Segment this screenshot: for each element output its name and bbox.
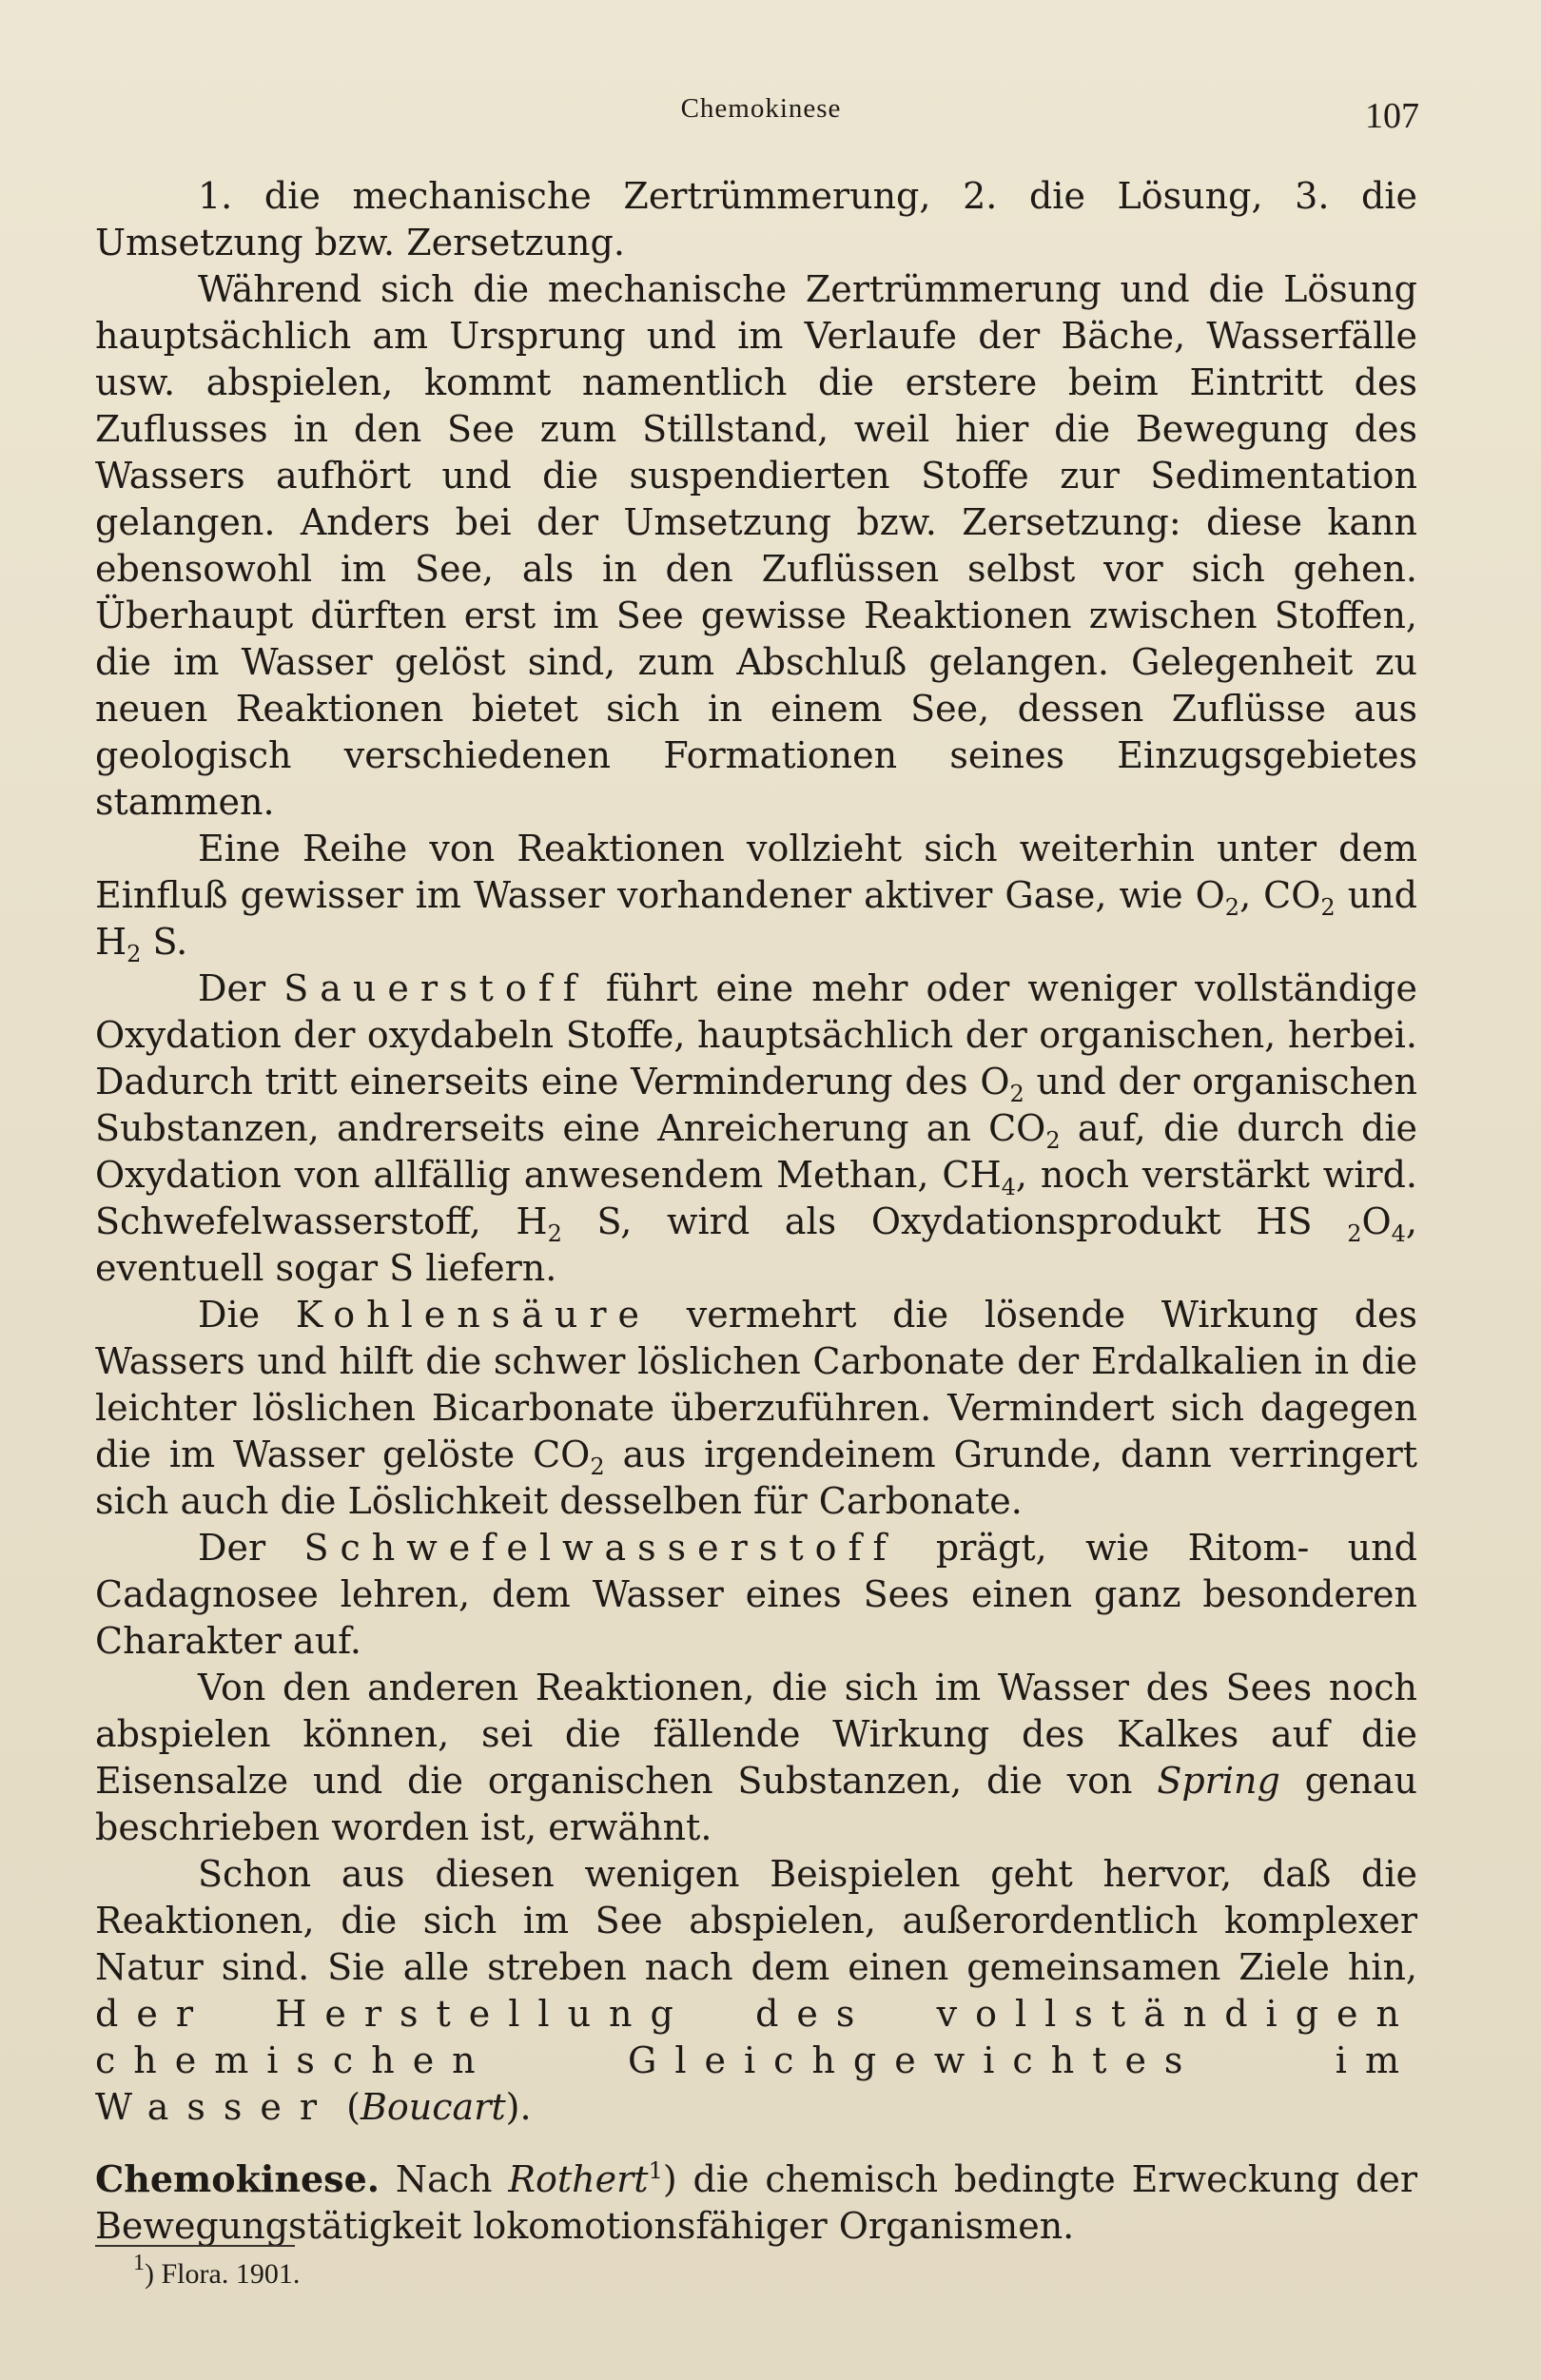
text-run: S. (141, 921, 188, 963)
subscript: 2 (590, 1453, 605, 1480)
subscript: 2 (127, 941, 142, 967)
paragraph-reaktionen (95, 1665, 1417, 1851)
text-run: , CO (1239, 874, 1321, 916)
text-run: S, wird als Oxydationsprodukt HS (561, 1200, 1348, 1242)
text-run: , eventuell sogar S liefern. (95, 1200, 1418, 1289)
paragraph-3 (95, 826, 1417, 966)
text-run: ). (505, 2086, 532, 2128)
paragraph-sauerstoff (95, 966, 1417, 1292)
subscript: 2 (1009, 1081, 1024, 1107)
paragraph-kohlensaeure (95, 1292, 1417, 1525)
text-run: auf, die durch die Oxydation von allfällig anwesendem Methan, CH (95, 1107, 1417, 1196)
text-run: , noch verstärkt wird. Schwefelwasserstoff, H (95, 1154, 1417, 1242)
page-number: 107 (1365, 96, 1419, 136)
text-run: Eine Reihe von Reaktionen vollzieht sich weiterhin unter dem Einfluß gewisser im Wasser vorhandener aktiver Gase, wie O (95, 828, 1417, 916)
spaced-term: Kohlensäure (295, 1294, 652, 1336)
text-run: Der (198, 1527, 304, 1569)
text-run: vermehrt die lösende Wirkung des Wassers und hilft die schwer löslichen Carbonate der Erdalkalien in die leichter löslichen Bicarbonate überzuführen. Vermindert sich dagegen die im Wasser gelöste CO (95, 1294, 1418, 1475)
text-run: ) die chemisch bedingte Erweckung der Bewegungstätigkeit lokomotionsfähiger Organismen. (95, 2158, 1417, 2247)
subscript: 2 (1320, 894, 1336, 921)
footnote-text: ) Flora. 1901. (145, 2258, 301, 2290)
text-run: aus irgendeinem Grunde, dann verringert sich auch die Löslichkeit desselben für Carbonate. (95, 1434, 1417, 1522)
subscript: 2 (547, 1220, 562, 1247)
spaced-phrase: der Herstellung des vollständigen chemischen Gleichgewichtes im Wasser (95, 1993, 1417, 2128)
paragraph-schwefelwasserstoff (95, 1525, 1417, 1665)
subscript: 4 (1391, 1220, 1406, 1247)
paragraph-gleichgewicht (95, 1851, 1417, 2131)
dictionary-entry (95, 2156, 1417, 2250)
text-run: Der (198, 967, 284, 1009)
text-run: prägt, wie Ritom- und Cadagnosee lehren, dem Wasser eines Sees einen ganz besonderen Charakter auf. (95, 1527, 1417, 1662)
text-run: O (1361, 1200, 1392, 1242)
subscript: 4 (1001, 1174, 1016, 1200)
entry-term: Chemokinese. (95, 2157, 380, 2200)
spaced-term: Sauerstoff (283, 967, 588, 1009)
footnote-rule (95, 2245, 295, 2247)
paragraph-2: Während sich die mechanische Zertrümmerung und die Lösung hauptsächlich am Ursprung und im Verlaufe der Bäche, Wasserfälle usw. abspielen, kommt namentlich die erstere beim Eintritt des Zuflusses in den See zum Stillstand, weil hier die Bewegung des Wassers aufhört und die suspendierten Stoffe zur Sedimentation gelangen. Anders bei der Umsetzung bzw. Zersetzung: diese kann ebensowohl im See, als in den Zuflüssen selbst vor sich gehen. Überhaupt dürften erst im See gewisse Reaktionen zwischen Stoffen, die im Wasser gelöst sind, zum Abschluß gelangen. Gelegenheit zu neuen Reaktionen bietet sich in einem See, dessen Zuflüsse aus geologisch verschiedenen Formationen seines Einzugsgebietes stammen. (95, 268, 1417, 823)
text-run: führt eine mehr oder weniger vollständige Oxydation der oxydabeln Stoffe, hauptsächlich der organischen, herbei. Dadurch tritt einerseits eine Verminderung des O (95, 967, 1417, 1102)
text-run: und H (95, 874, 1417, 963)
text-run: ( (335, 2086, 361, 2128)
subscript: 2 (1347, 1220, 1362, 1247)
footnote (133, 2251, 301, 2291)
subscript: 2 (1045, 1127, 1061, 1154)
author-name: Rothert (508, 2158, 649, 2200)
text-run: und der organischen Substanzen, andrerseits eine Anreicherung an CO (95, 1061, 1418, 1149)
running-head: Chemokinese (680, 93, 842, 124)
paragraph-1: 1. die mechanische Zertrümmerung, 2. die Lösung, 3. die Umsetzung bzw. Zersetzung. (95, 175, 1417, 263)
subscript: 2 (1224, 894, 1240, 921)
text-run: Von den anderen Reaktionen, die sich im Wasser des Sees noch abspielen können, sei die fällende Wirkung des Kalkes auf die Eisensalze und die organischen Substanzen, die von (95, 1667, 1417, 1802)
footnote-marker: 1 (133, 2251, 145, 2275)
author-name: Boucart (360, 2086, 506, 2128)
spaced-term: Schwefelwasserstoff (303, 1527, 898, 1569)
text-run: Nach (379, 2158, 509, 2200)
text-run: Schon aus diesen wenigen Beispielen geht hervor, daß die Reaktionen, die sich im See abspielen, außerordentlich komplexer Natur sind. Sie alle streben nach dem einen gemeinsamen Ziele hin, (95, 1853, 1417, 1988)
text-run: Die (198, 1294, 296, 1336)
author-name: Spring (1157, 1760, 1280, 1802)
footnote-marker: 1 (648, 2157, 663, 2184)
text-run: genau beschrieben worden ist, erwähnt. (95, 1760, 1417, 1848)
main-text (95, 173, 1417, 2250)
